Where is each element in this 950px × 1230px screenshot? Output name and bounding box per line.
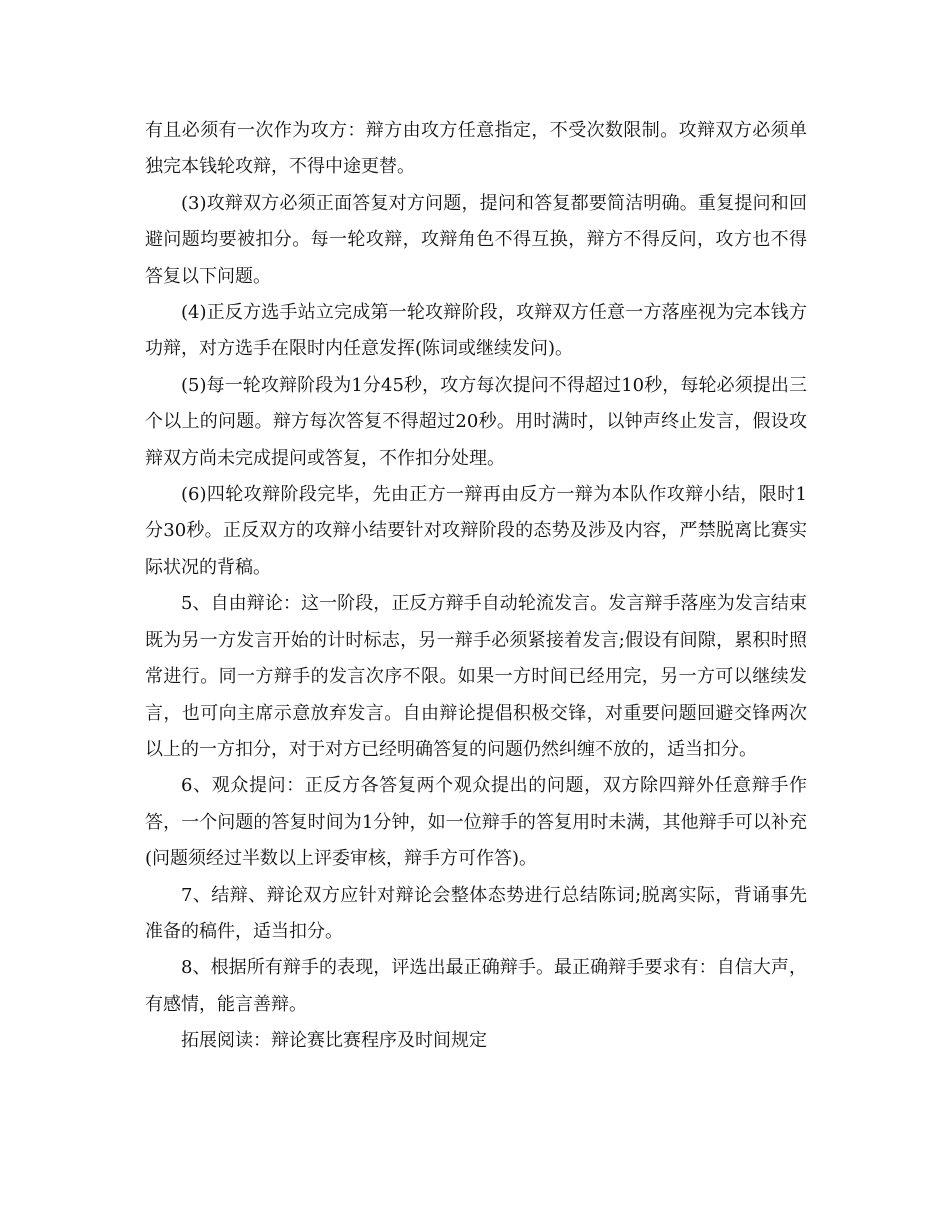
paragraph-extended-reading: 拓展阅读：辩论赛比赛程序及时间规定 — [181, 1030, 487, 1052]
paragraph-closing-statements: 7、结辩、辩论双方应针对辩论会整体态势进行总结陈词;脱离实际，背诵事先准备的稿件，适当扣分。 — [145, 884, 807, 942]
paragraph-rule-4: (4)正反方选手站立完成第一轮攻辩阶段，攻辩双方任意一方落座视为完本钱方功辩，对方选手在限时内任意发挥(陈词或继续发问)。 — [145, 302, 807, 360]
paragraph-rule-5: (5)每一轮攻辩阶段为1分45秒，攻方每次提问不得超过10秒，每轮必须提出三个以上的问题。辩方每次答复不得超过20秒。用时满时，以钟声终止发言，假设攻辩双方尚未完成提问或答复，不作扣分处理。 — [145, 374, 807, 469]
paragraph-rule-3: (3)攻辩双方必须正面答复对方问题，提问和答复都要简洁明确。重复提问和回避问题均要被扣分。每一轮攻辩，攻辩角色不得互换，辩方不得反问，攻方也不得答复以下问题。 — [145, 192, 807, 287]
document-page — [145, 113, 807, 1060]
paragraph-continuation: 有且必须有一次作为攻方：辩方由攻方任意指定，不受次数限制。攻辩双方必须单独完本钱轮攻辩，不得中途更替。 — [145, 120, 807, 178]
paragraph-audience-questions: 6、观众提问：正反方各答复两个观众提出的问题，双方除四辩外任意辩手作答，一个问题的答复时间为1分钟，如一位辩手的答复用时未满，其他辩手可以补充(问题须经过半数以上评委审核，辩手方可作答)。 — [145, 775, 807, 870]
paragraph-free-debate: 5、自由辩论：这一阶段，正反方辩手自动轮流发言。发言辩手落座为发言结束既为另一方发言开始的计时标志，另一辩手必须紧接着发言;假设有间隙，累积时照常进行。同一方辩手的发言次序不限。如果一方时间已经用完，另一方可以继续发言，也可向主席示意放弃发言。自由辩论提倡积极交锋，对重要问题回避交锋两次以上的一方扣分，对于对方已经明确答复的问题仍然纠缠不放的，适当扣分。 — [145, 593, 807, 760]
paragraph-rule-6: (6)四轮攻辩阶段完毕，先由正方一辩再由反方一辩为本队作攻辩小结，限时1分30秒。正反双方的攻辩小结要针对攻辩阶段的态势及涉及内容，严禁脱离比赛实际状况的背稿。 — [145, 484, 807, 578]
paragraph-best-debater: 8、根据所有辩手的表现，评选出最正确辩手。最正确辩手要求有：自信大声，有感情，能言善辩。 — [145, 957, 807, 1015]
